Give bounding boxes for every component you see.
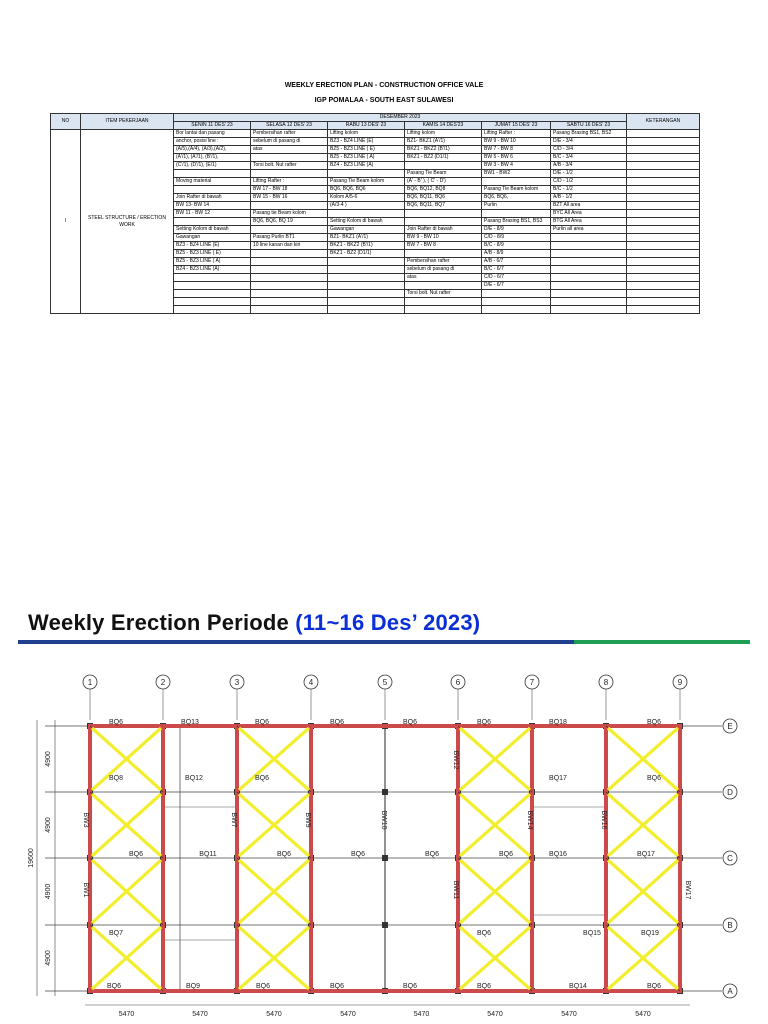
table-cell: Torsi bolt. Nut rafter — [405, 290, 482, 298]
table-cell — [405, 162, 482, 170]
grid-letter: B — [727, 921, 733, 930]
dimension-bay: 4900 — [45, 950, 52, 966]
grid-number: 7 — [529, 678, 535, 687]
dimension-span: 5470 — [561, 1011, 577, 1018]
table-cell — [251, 298, 328, 306]
beam-label: BQ11 — [199, 851, 217, 858]
beam-label: BQ8 — [108, 775, 124, 782]
table-cell: A/B - 3/4 — [551, 162, 627, 170]
beam-label: BQ6 — [424, 851, 440, 858]
table-cell — [328, 266, 405, 274]
section-title — [28, 610, 480, 636]
table-cell: Pasang Tie Beam kolom — [482, 186, 551, 194]
column-label: BW16 — [600, 810, 607, 830]
beam-label: BQ6 — [329, 983, 345, 990]
table-cell: BW 9 - BW 10 — [482, 138, 551, 146]
row-item: STEEL STRUCTURE / ERECTION WORK — [81, 130, 174, 314]
beam-label: BQ6 — [498, 851, 514, 858]
beam-label: BQ6 — [402, 719, 418, 726]
table-cell: A/B - 1/2 — [551, 194, 627, 202]
table-cell: BW 13- BW 14 — [174, 202, 251, 210]
erection-plan-table — [50, 113, 700, 314]
table-cell — [251, 202, 328, 210]
row-number: I — [51, 130, 81, 314]
table-cell — [482, 178, 551, 186]
table-cell — [328, 274, 405, 282]
table-cell: BKZ1 - BKZ2 (B'/1) — [405, 146, 482, 154]
remark-cell — [627, 298, 700, 306]
beam-label: BQ6 — [255, 983, 271, 990]
table-cell: C/D - 8/9 — [482, 234, 551, 242]
table-cell: BW 9 - BW 10 — [405, 234, 482, 242]
table-cell: C/D - 6/7 — [482, 274, 551, 282]
beam-label: BQ6 — [350, 851, 366, 858]
beam-label: BQ14 — [569, 983, 587, 990]
beam-label: BQ18 — [549, 719, 567, 726]
table-cell — [251, 274, 328, 282]
beam-label: BQ16 — [549, 851, 567, 858]
table-cell: BQ6, BQ11, BQ6 — [405, 194, 482, 202]
beam-label: BQ17 — [549, 775, 567, 782]
table-cell: Setting Kolom di bawah — [328, 218, 405, 226]
beam-label: BQ6 — [108, 719, 124, 726]
remark-cell — [627, 138, 700, 146]
table-cell — [251, 306, 328, 314]
header-day: JUMAT 15 DES' 23 — [482, 122, 551, 130]
dimension-span: 5470 — [413, 1011, 430, 1018]
remark-cell — [627, 178, 700, 186]
remark-cell — [627, 130, 700, 138]
table-cell: Pasang Tie Beam — [405, 170, 482, 178]
table-cell: anchor, posisi line : — [174, 138, 251, 146]
document-title: WEEKLY ERECTION PLAN - CONSTRUCTION OFFICE VALE — [284, 82, 484, 89]
beam-label: BQ6 — [128, 851, 144, 858]
table-cell — [251, 282, 328, 290]
table-cell: BZT All area — [551, 202, 627, 210]
column-stub — [382, 789, 388, 795]
table-cell: Join Rafter di bawah — [174, 194, 251, 202]
table-cell: sebelum di pasang di — [251, 138, 328, 146]
dimension-total: 19600 — [28, 848, 35, 868]
table-cell — [251, 250, 328, 258]
table-cell: BZ3 - BZ4 LINE (E) — [174, 242, 251, 250]
table-cell — [251, 266, 328, 274]
column-label: BW3 — [82, 812, 89, 828]
section-title-text: Weekly Erection Periode — [28, 610, 296, 635]
remark-cell — [627, 210, 700, 218]
table-cell: BW 17 - BW 18 — [251, 186, 328, 194]
table-cell: BQ6, BQ6, — [482, 194, 551, 202]
dimension-span: 5470 — [340, 1011, 356, 1018]
grid-number: 9 — [677, 678, 683, 687]
beam-label: BQ6 — [476, 719, 492, 726]
table-cell: BKZ1 - BZ2 (D1/1) — [328, 250, 405, 258]
table-cell: BTG All Area — [551, 218, 627, 226]
grid-letter: A — [727, 987, 733, 996]
remark-cell — [627, 154, 700, 162]
table-cell: Pasang Brasing BS1, BS2 — [551, 130, 627, 138]
table-cell: BYC All Area — [551, 210, 627, 218]
table-cell — [174, 282, 251, 290]
table-cell: BW 3 - BW 4 — [482, 162, 551, 170]
remark-cell — [627, 146, 700, 154]
table-cell: Pasang Brasing BS1, BS3 — [482, 218, 551, 226]
table-cell: D/E - 6/7 — [482, 282, 551, 290]
table-cell: atas — [251, 146, 328, 154]
table-cell — [405, 210, 482, 218]
table-cell — [174, 298, 251, 306]
structural-plan-drawing — [0, 660, 768, 1024]
table-cell — [174, 274, 251, 282]
table-cell: B/C - 8/9 — [482, 242, 551, 250]
table-cell: BZ5 - BZ3 LINE ( E) — [174, 250, 251, 258]
table-cell — [551, 282, 627, 290]
remark-cell — [627, 218, 700, 226]
table-cell: BQ6, BQ11, BQ7 — [405, 202, 482, 210]
table-cell — [482, 298, 551, 306]
column-label: BW17 — [684, 880, 691, 900]
dimension-span: 5470 — [266, 1011, 282, 1018]
table-cell — [328, 258, 405, 266]
table-cell — [551, 242, 627, 250]
grid-letter: E — [727, 722, 733, 731]
remark-cell — [627, 186, 700, 194]
table-cell: Torsi bolt. Nut rafter — [251, 162, 328, 170]
table-cell — [174, 290, 251, 298]
table-cell — [174, 186, 251, 194]
column-label: BW1 — [82, 882, 89, 898]
column-label: BW7 — [230, 812, 237, 828]
table-cell: Bor lantai dan pasang — [174, 130, 251, 138]
table-cell — [405, 282, 482, 290]
table-cell: BW 5 - BW 6 — [482, 154, 551, 162]
table-cell: Moving material — [174, 178, 251, 186]
grid-number: 8 — [603, 678, 609, 687]
table-cell: BKZ1 - BZ2 (D1/1) — [405, 154, 482, 162]
table-cell: sebelum di pasang di — [405, 266, 482, 274]
table-cell — [551, 234, 627, 242]
table-cell — [482, 210, 551, 218]
grid-letter: C — [727, 854, 733, 863]
table-cell: Pembersihan rafter — [405, 258, 482, 266]
erected-frame — [458, 726, 532, 991]
table-cell: A/B - 8/9 — [482, 250, 551, 258]
table-cell — [251, 258, 328, 266]
table-cell — [328, 210, 405, 218]
table-cell: (A' - B' ), ( C' - D') — [405, 178, 482, 186]
column-label: BW9 — [304, 812, 311, 828]
column-stub — [382, 855, 388, 861]
beam-label: BQ7 — [108, 930, 124, 937]
table-cell: Lifting Rafter : — [482, 130, 551, 138]
table-cell: D/E - 8/9 — [482, 226, 551, 234]
remark-cell — [627, 162, 700, 170]
table-cell: B/C - 3/4 — [551, 154, 627, 162]
table-cell: BZ5 - BZ3 LINE ( A) — [174, 258, 251, 266]
table-cell — [405, 306, 482, 314]
table-cell: D/E - 3/4 — [551, 138, 627, 146]
dimension-span: 5470 — [487, 1011, 503, 1018]
table-cell — [251, 170, 328, 178]
table-cell: Pembersihan rafter — [251, 130, 328, 138]
table-cell — [551, 258, 627, 266]
column-label: BW11 — [452, 880, 459, 900]
table-cell — [551, 266, 627, 274]
beam-label: BQ6 — [476, 983, 492, 990]
beam-label: BQ19 — [641, 930, 659, 937]
table-cell: Gawangan — [328, 226, 405, 234]
remark-cell — [627, 274, 700, 282]
table-cell: Join Rafter di bawah — [405, 226, 482, 234]
table-row — [51, 130, 700, 138]
table-cell: BQ6, BQ6, BQ6 — [328, 186, 405, 194]
table-cell: Gawangan — [174, 234, 251, 242]
table-cell: Purlin — [482, 202, 551, 210]
beam-label: BQ6 — [254, 775, 270, 782]
grid-number: 4 — [308, 678, 314, 687]
table-cell: BZ3 - BZ4 LINE (E) — [328, 138, 405, 146]
table-cell: (A'/1), (A'/1), (B'/1), — [174, 154, 251, 162]
table-cell — [174, 170, 251, 178]
column-stub — [382, 922, 388, 928]
column-label: BW10 — [380, 810, 387, 830]
header-day: SELASA 12 DES' 23 — [251, 122, 328, 130]
grid-number: 6 — [455, 678, 461, 687]
beam-label: BQ6 — [476, 930, 492, 937]
dimension-bay: 4900 — [45, 883, 52, 900]
table-cell — [328, 298, 405, 306]
grid-number: 5 — [382, 678, 388, 687]
table-cell — [551, 306, 627, 314]
table-cell: C/D - 3/4 — [551, 146, 627, 154]
remark-cell — [627, 242, 700, 250]
table-cell — [251, 154, 328, 162]
beam-label: BQ12 — [185, 775, 203, 782]
grid-number: 2 — [160, 678, 166, 687]
table-cell: atas — [405, 274, 482, 282]
table-cell: Purlin all area — [551, 226, 627, 234]
table-cell: Lifting Rafter : — [251, 178, 328, 186]
table-cell: BQ6, BQ12, BQ8 — [405, 186, 482, 194]
header-month: DESEMBER 2023 — [174, 114, 627, 122]
table-cell: BZ1- BKZ1 (A'/1) — [328, 234, 405, 242]
table-cell: Setting Kolom di bawah — [174, 226, 251, 234]
table-cell: Lifting kolom — [405, 130, 482, 138]
dimension-span: 5470 — [192, 1011, 208, 1018]
beam-label: BQ6 — [329, 719, 345, 726]
table-cell: A/B - 6/7 — [482, 258, 551, 266]
title-underline-green — [574, 640, 750, 644]
table-cell: BZ4 - BZ3 LINE (A) — [174, 266, 251, 274]
remark-cell — [627, 194, 700, 202]
table-cell: (C'/1), (D'/1), (E/1) — [174, 162, 251, 170]
grid-number: 1 — [87, 678, 93, 687]
table-cell — [251, 290, 328, 298]
beam-label: BQ6 — [276, 851, 292, 858]
table-cell: BKZ1 - BKZ2 (B'/1) — [328, 242, 405, 250]
table-cell: BW 7 - BW 8 — [482, 146, 551, 154]
column-label: BW14 — [526, 810, 533, 830]
header-day: SABTU 16 DES' 23 — [551, 122, 627, 130]
header-day: RABU 13 DES' 23 — [328, 122, 405, 130]
table-cell — [405, 298, 482, 306]
column-label: BW12 — [452, 750, 459, 770]
table-cell — [328, 170, 405, 178]
table-cell: BZ5 - BZ3 LINE ( A) — [328, 154, 405, 162]
erected-frame — [606, 726, 680, 991]
table-cell: D/E - 1/2 — [551, 170, 627, 178]
header-day: SENIN 11 DES' 23 — [174, 122, 251, 130]
table-cell: (A/5),(A/4), (A/3),(A/2), — [174, 146, 251, 154]
table-cell — [482, 306, 551, 314]
table-cell — [482, 290, 551, 298]
dimension-span: 5470 — [118, 1011, 135, 1018]
grid-letter: D — [727, 788, 733, 797]
table-cell — [328, 282, 405, 290]
remark-cell — [627, 282, 700, 290]
table-cell: BZ1- BKZ1 (A'/1) — [405, 138, 482, 146]
table-cell: Lifting kolom — [328, 130, 405, 138]
table-cell — [405, 218, 482, 226]
table-cell — [551, 274, 627, 282]
beam-label: BQ17 — [637, 851, 655, 858]
table-cell — [551, 250, 627, 258]
table-cell: Pasang tie Beam kolom — [251, 210, 328, 218]
table-cell: BZ5 - BZ3 LINE ( E) — [328, 146, 405, 154]
table-cell — [405, 250, 482, 258]
table-cell: (A/3-4 ) — [328, 202, 405, 210]
beam-label: BQ6 — [646, 983, 662, 990]
dimension-span: 5470 — [635, 1011, 651, 1018]
remark-cell — [627, 258, 700, 266]
remark-cell — [627, 234, 700, 242]
table-body — [51, 130, 700, 314]
remark-cell — [627, 266, 700, 274]
header-no: NO — [51, 114, 81, 130]
header-day: KAMIS 14 DES'23 — [405, 122, 482, 130]
table-cell: BW 15 - BW 16 — [251, 194, 328, 202]
beam-label: BQ15 — [583, 930, 601, 937]
beam-label: BQ6 — [646, 775, 662, 782]
table-cell — [328, 306, 405, 314]
table-cell — [174, 306, 251, 314]
table-cell: B/C - 1/2 — [551, 186, 627, 194]
section-period: (11~16 Des’ 2023) — [295, 610, 481, 635]
table-cell: Kolom A/5-6 — [328, 194, 405, 202]
remark-cell — [627, 306, 700, 314]
table-cell: 10 line kanan dan kiri — [251, 242, 328, 250]
erected-frame — [90, 726, 163, 991]
dimension-bay: 4900 — [45, 751, 52, 767]
beam-label: BQ13 — [181, 719, 199, 726]
table-cell — [551, 290, 627, 298]
remark-cell — [627, 290, 700, 298]
title-underline-blue — [18, 640, 574, 644]
beam-label: BQ6 — [646, 719, 662, 726]
header-remark: KETERANGAN — [627, 114, 700, 130]
table-cell — [251, 226, 328, 234]
dimension-bay: 4900 — [45, 817, 52, 833]
beam-label: BQ6 — [254, 719, 270, 726]
grid-number: 3 — [234, 678, 240, 687]
remark-cell — [627, 202, 700, 210]
table-cell — [551, 298, 627, 306]
header-item: ITEM PEKERJAAN — [81, 114, 174, 130]
beam-label: BQ9 — [185, 983, 201, 990]
table-cell: C/D - 1/2 — [551, 178, 627, 186]
table-cell: BW 7 - BW 8 — [405, 242, 482, 250]
document-subtitle: IGP POMALAA - SOUTH EAST SULAWESI — [314, 97, 454, 104]
table-cell — [328, 290, 405, 298]
table-cell — [174, 218, 251, 226]
table-cell: BQ6, BQ6, BQ 19 — [251, 218, 328, 226]
beam-label: BQ6 — [402, 983, 418, 990]
beam-label: BQ6 — [106, 983, 122, 990]
remark-cell — [627, 170, 700, 178]
table-cell: B/C - 6/7 — [482, 266, 551, 274]
erected-frame — [237, 726, 311, 991]
table-cell: BZ4 - BZ3 LINE (A) — [328, 162, 405, 170]
table-cell: Pasang Tie Beam kolom — [328, 178, 405, 186]
table-cell: Pasang Purlin BT1 — [251, 234, 328, 242]
remark-cell — [627, 226, 700, 234]
remark-cell — [627, 250, 700, 258]
table-cell: BW 11 - BW 12 — [174, 210, 251, 218]
table-cell: BW1 - BW2 — [482, 170, 551, 178]
